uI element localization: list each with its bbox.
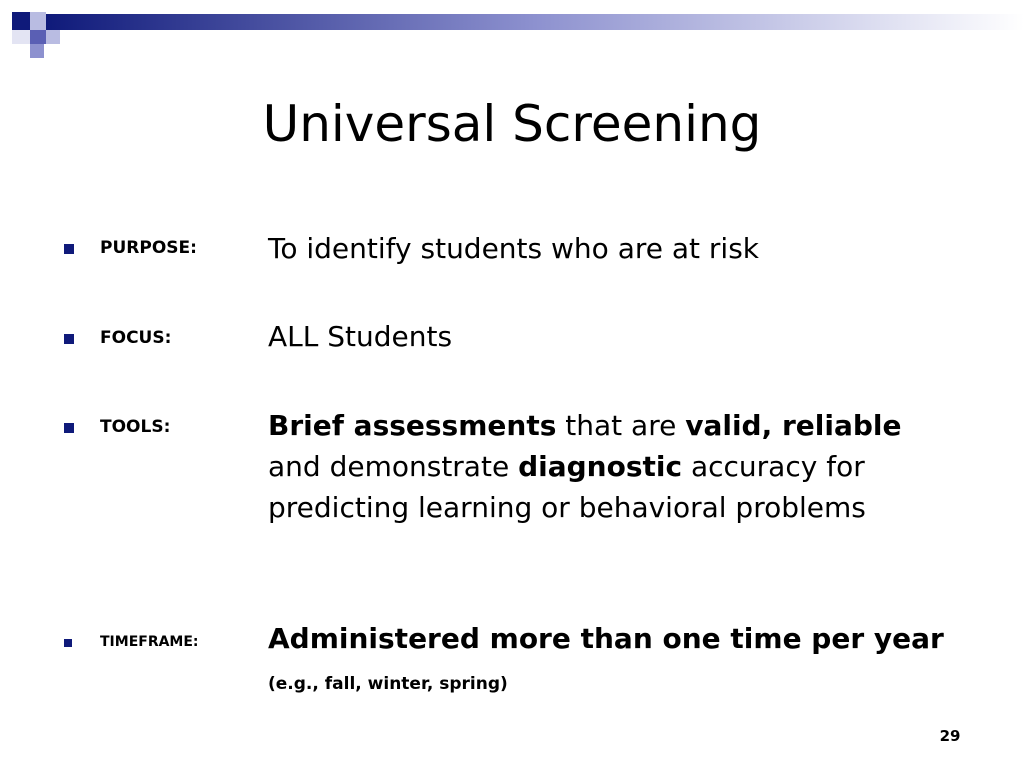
item-text: ALL Students bbox=[268, 320, 453, 353]
deco-square-pale bbox=[46, 30, 60, 44]
bullet-square-icon bbox=[64, 244, 74, 254]
item-label: TOOLS: bbox=[100, 417, 171, 437]
slide-title: Universal Screening bbox=[262, 95, 762, 153]
item-label: TIMEFRAME: bbox=[100, 634, 199, 650]
item-text bbox=[268, 618, 948, 705]
bullet-square-icon bbox=[64, 639, 72, 647]
text-bold: Administered more than one time per year bbox=[268, 622, 944, 655]
item-label: PURPOSE: bbox=[100, 238, 197, 258]
text-bold: valid, reliable bbox=[685, 409, 902, 442]
text-aside: (e.g., fall, winter, spring) bbox=[268, 674, 508, 694]
deco-square-light bbox=[30, 12, 46, 30]
text-regular: and demonstrate bbox=[268, 450, 519, 483]
item-text: To identify students who are at risk bbox=[268, 232, 760, 265]
text-bold: Brief assessments bbox=[268, 409, 557, 442]
text-regular: that are bbox=[556, 409, 686, 442]
item-label: FOCUS: bbox=[100, 328, 172, 348]
deco-square-mid bbox=[30, 30, 46, 44]
bullet-square-icon bbox=[64, 334, 74, 344]
page-number: 29 bbox=[939, 727, 961, 745]
header-gradient-bar bbox=[46, 14, 1024, 30]
bullet-square-icon bbox=[64, 423, 74, 433]
deco-square-corner bbox=[12, 30, 30, 44]
item-text bbox=[268, 405, 948, 528]
text-regular: accuracy for predicting learning or behavioral problems bbox=[268, 450, 866, 524]
text-bold: diagnostic bbox=[518, 450, 683, 483]
deco-square-small bbox=[30, 44, 44, 58]
deco-square-dark bbox=[12, 12, 30, 30]
